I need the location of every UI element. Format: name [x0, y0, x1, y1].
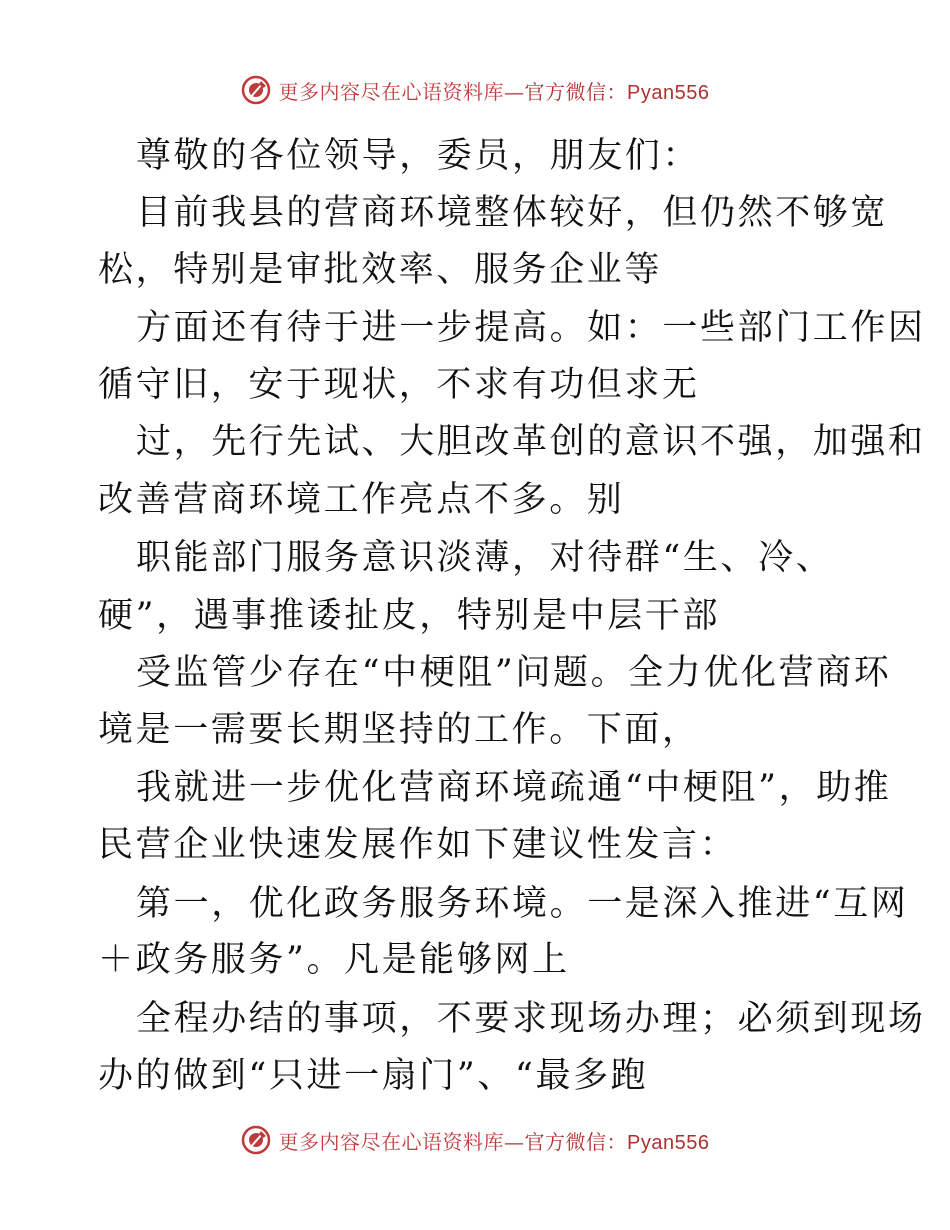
body-line: 尊敬的各位领导，委员，朋友们： [136, 136, 701, 176]
body-line: 过，先行先试、大胆改革创的意识不强，加强和 [136, 422, 926, 462]
body-line: 全程办结的事项，不要求现场办理；必须到现场 [136, 999, 926, 1039]
body-line: 民营企业快速发展作如下建议性发言： [98, 825, 738, 865]
body-line: 循守旧，安于现状，不求有功但求无 [98, 365, 700, 405]
body-line: 职能部门服务意识淡薄，对待群“生、冷、 [136, 538, 834, 578]
body-line: 办的做到“只进一扇门”、“最多跑 [98, 1056, 649, 1096]
watermark-text [279, 1126, 710, 1155]
body-line: ＋政务服务”。凡是能够网上 [98, 940, 570, 980]
body-line: 受监管少存在“中梗阻”问题。全力优化营商环 [136, 653, 892, 693]
body-line: 第一，优化政务服务环境。一是深入推进“互网 [136, 884, 909, 924]
body-line: 改善营商环境工作亮点不多。别 [98, 480, 625, 520]
watermark-brand: 更多内容尽在心语资料库 [278, 1129, 505, 1154]
body-line: 松，特别是审批效率、服务企业等 [98, 250, 663, 290]
body-line: 目前我县的营商环境整体较好，但仍然不够宽 [136, 193, 889, 233]
watermark-separator: — [504, 1129, 525, 1154]
watermark-brand: 更多内容尽在心语资料库 [278, 79, 505, 104]
body-line: 境是一需要长期坚持的工作。下面， [98, 710, 700, 750]
body-line: 方面还有待于进一步提高。如：一些部门工作因 [136, 308, 926, 348]
body-line: 硬”，遇事推诿扯皮，特别是中层干部 [98, 596, 721, 636]
pen-logo-icon [241, 1125, 271, 1155]
watermark-separator: — [504, 79, 525, 104]
footer-watermark [0, 1120, 950, 1160]
watermark-contact: 官方微信：Pyan556 [524, 1131, 710, 1154]
watermark-contact: 官方微信：Pyan556 [524, 81, 710, 104]
body-line: 我就进一步优化营商环境疏通“中梗阻”，助推 [136, 768, 892, 808]
